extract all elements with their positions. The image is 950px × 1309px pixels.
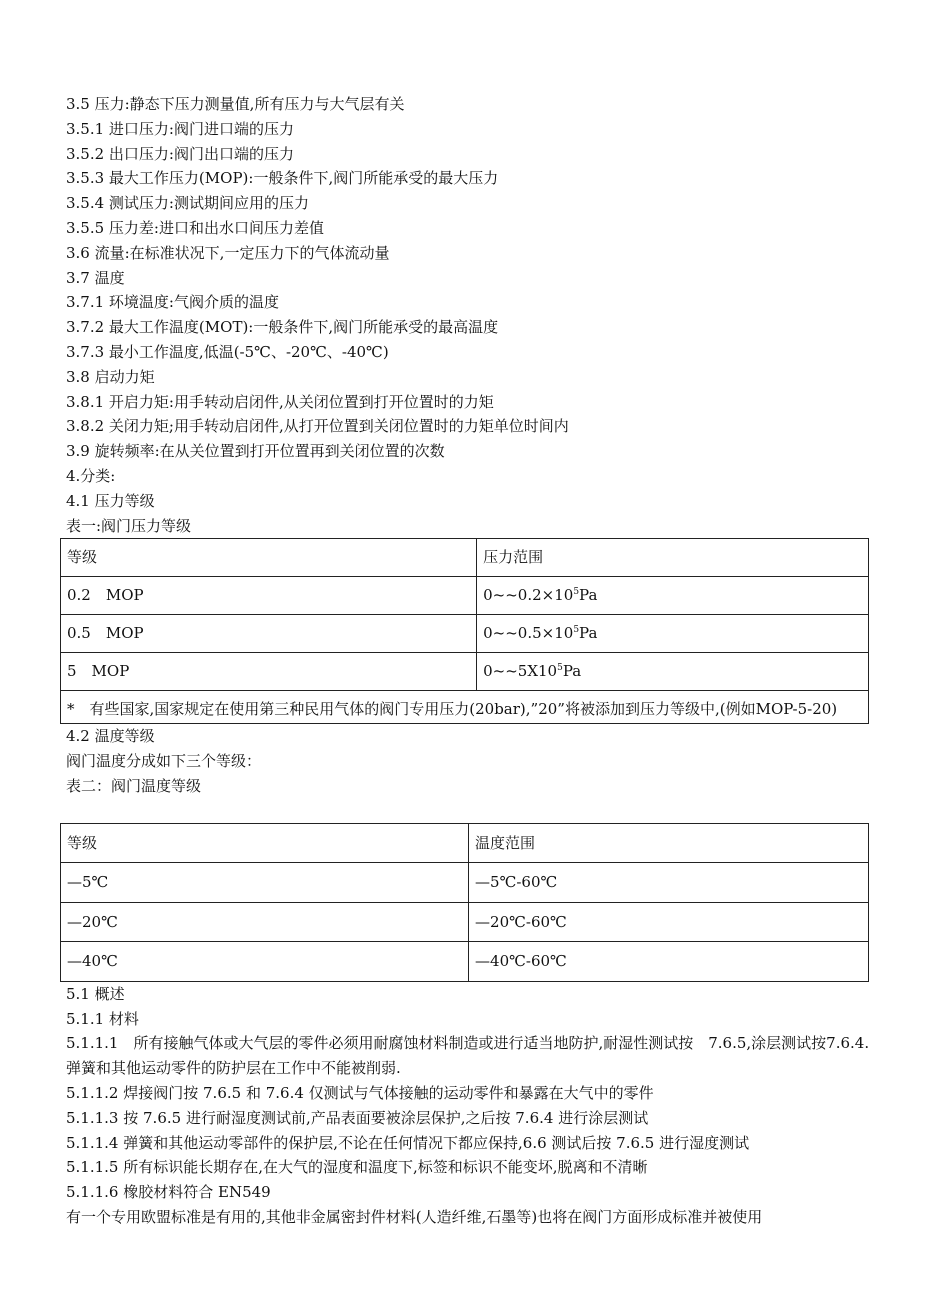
text-line: 3.5 压力:静态下压力测量值,所有压力与大气层有关 bbox=[66, 95, 405, 113]
text-line: 5.1.1.5 所有标识能长期存在,在大气的湿度和温度下,标签和标识不能变坏,脱离和不清晰 bbox=[66, 1158, 648, 1177]
paragraph: 5.1.1.1 所有接触气体或大气层的零件必须用耐腐蚀材料制造或进行适当地防护,耐湿性测试按 7.6.5,涂层测试按7.6.4. bbox=[66, 1034, 870, 1053]
table-header-cell: 温度范围 bbox=[469, 823, 869, 863]
table-row bbox=[61, 615, 869, 653]
document-page bbox=[66, 92, 906, 1230]
text-line: 有一个专用欧盟标准是有用的,其他非金属密封件材料(人造纤维,石墨等)也将在阀门方面形成标准并被使用 bbox=[66, 1207, 763, 1226]
text-line: 3.8.1 开启力矩:用手转动启闭件,从关闭位置到打开位置时的力矩 bbox=[66, 392, 494, 411]
range-cell: —40℃-60℃ bbox=[469, 942, 869, 982]
text-line: 5.1.1.4 弹簧和其他运动零部件的保护层,不论在任何情况下都应保持,6.6 测试后按 7.6.5 进行湿度测试 bbox=[66, 1133, 750, 1152]
text-line: 5.1.1.2 焊接阀门按 7.6.5 和 7.6.4 仅测试与气体接触的运动零件和暴露在大气中的零件 bbox=[66, 1083, 654, 1102]
table-header-row bbox=[61, 539, 869, 577]
text-line: 3.7.2 最大工作温度(MOT):一般条件下,阀门所能承受的最高温度 bbox=[66, 318, 499, 337]
text-line: 3.8.2 关闭力矩;用手转动启闭件,从打开位置到关闭位置时的力矩单位时间内 bbox=[66, 417, 569, 436]
section-heading: 5.1 概述 bbox=[66, 984, 125, 1003]
grade-cell: 0.5 MOP bbox=[61, 615, 477, 653]
range-cell: $0\sim\sim 0.2\times 10^5Pa$ bbox=[477, 577, 869, 615]
table-note-row bbox=[61, 691, 869, 724]
temperature-grade-table bbox=[60, 823, 869, 982]
table-row bbox=[61, 942, 869, 982]
table-row bbox=[61, 902, 869, 942]
table-caption: 表二：阀门温度等级 bbox=[66, 776, 202, 795]
section-heading: 4.分类: bbox=[66, 466, 116, 485]
grade-cell: —20℃ bbox=[61, 902, 469, 942]
text-line: 3.5.4 测试压力:测试期间应用的压力 bbox=[66, 194, 309, 213]
text-line: 3.5.5 压力差:进口和出水口间压力差值 bbox=[66, 218, 324, 237]
section-heading: 3.8 启动力矩 bbox=[66, 367, 155, 386]
table-note: * 有些国家,国家规定在使用第三种民用气体的阀门专用压力(20bar),”20”将被添加到压力等级中,(例如MOP-5-20) bbox=[61, 691, 869, 724]
text-line: 3.7.1 环境温度:气阀介质的温度 bbox=[66, 293, 279, 312]
table-header-cell: 压力范围 bbox=[477, 539, 869, 577]
table-row bbox=[61, 863, 869, 903]
range-cell: —20℃-60℃ bbox=[469, 902, 869, 942]
table-header-cell: 等级 bbox=[61, 823, 469, 863]
text-line: 弹簧和其他运动零件的防护层在工作中不能被削弱. bbox=[66, 1059, 401, 1078]
text-line: 3.9 旋转频率:在从关位置到打开位置再到关闭位置的次数 bbox=[66, 442, 445, 461]
table-row bbox=[61, 653, 869, 691]
text-line: 3.5.3 最大工作压力(MOP):一般条件下,阀门所能承受的最大压力 bbox=[66, 169, 499, 188]
table-row bbox=[61, 577, 869, 615]
table-header-cell: 等级 bbox=[61, 539, 477, 577]
grade-cell: 5 MOP bbox=[61, 653, 477, 691]
text-line: 阀门温度分成如下三个等级： bbox=[66, 752, 262, 771]
text-line: 3.7.3 最小工作温度,低温(-5℃、-20℃、-40℃) bbox=[66, 342, 389, 361]
range-cell: —5℃-60℃ bbox=[469, 863, 869, 903]
text-line: 5.1.1.6 橡胶材料符合 EN549 bbox=[66, 1183, 271, 1202]
grade-cell: —5℃ bbox=[61, 863, 469, 903]
grade-cell: —40℃ bbox=[61, 942, 469, 982]
text-line: 3.6 流量:在标准状况下,一定压力下的气体流动量 bbox=[66, 243, 390, 262]
section-heading: 4.2 温度等级 bbox=[66, 727, 155, 746]
section-heading: 4.1 压力等级 bbox=[66, 491, 155, 510]
section-heading: 3.7 温度 bbox=[66, 268, 125, 287]
section-heading: 5.1.1 材料 bbox=[66, 1009, 139, 1028]
range-cell: $0\sim\sim 0.5\times 10^5Pa$ bbox=[477, 615, 869, 653]
text-line: 3.5.2 出口压力:阀门出口端的压力 bbox=[66, 144, 294, 163]
table-caption: 表一:阀门压力等级 bbox=[66, 516, 192, 535]
grade-cell: 0.2 MOP bbox=[61, 577, 477, 615]
text-line: 5.1.1.3 按 7.6.5 进行耐湿度测试前,产品表面要被涂层保护,之后按 7.6.4 进行涂层测试 bbox=[66, 1108, 649, 1127]
text-line: 3.5.1 进口压力:阀门进口端的压力 bbox=[66, 119, 294, 138]
pressure-grade-table bbox=[60, 538, 869, 724]
range-cell: $0\sim\sim 5X10^5Pa$ bbox=[477, 653, 869, 691]
table-header-row bbox=[61, 823, 869, 863]
spacer bbox=[66, 799, 906, 823]
